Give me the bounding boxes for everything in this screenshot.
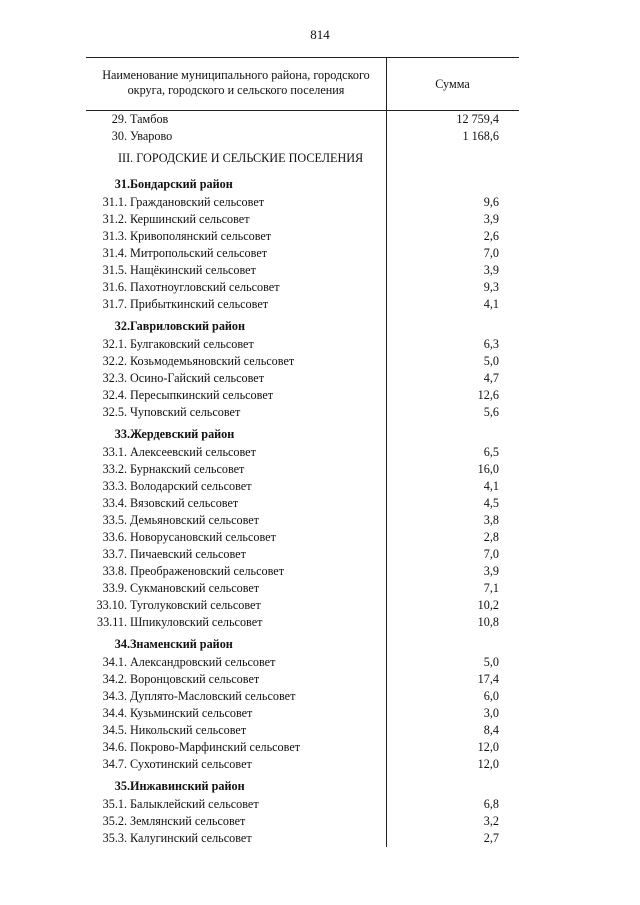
row-value: 4,7 (483, 371, 499, 385)
row-number: 33.1. (102, 445, 127, 459)
row-value: 2,7 (483, 831, 499, 845)
row-number: 29. (111, 112, 127, 126)
row-value: 4,1 (483, 297, 499, 311)
row-name: Бурнакский сельсовет (130, 462, 245, 476)
row-number: 32.4. (102, 388, 127, 402)
row-number: 33.7. (102, 547, 127, 561)
row-name: Новорусановский сельсовет (130, 530, 276, 544)
table-row (86, 228, 519, 245)
row-number: 34.1. (102, 655, 127, 669)
row-number: 34.5. (102, 723, 127, 737)
row-name: Уварово (130, 129, 173, 143)
section-heading-row (86, 145, 519, 171)
row-name: Инжавинский район (130, 779, 245, 793)
table-row (86, 353, 519, 370)
row-name: Жердевский район (130, 427, 235, 441)
row-number: 33.11. (96, 615, 127, 629)
row-value: 7,1 (483, 581, 499, 595)
table-row (86, 478, 519, 495)
table-row (86, 111, 519, 128)
row-name: Пичаевский сельсовет (130, 547, 246, 561)
row-number: 31.3. (102, 229, 127, 243)
table-row (86, 546, 519, 563)
row-number: 31. (114, 177, 130, 191)
district-heading-row (86, 313, 519, 336)
row-value: 3,9 (483, 263, 499, 277)
budget-table (86, 57, 519, 847)
row-number: 35.1. (102, 797, 127, 811)
row-number: 31.5. (102, 263, 127, 277)
row-name: Балыклейский сельсовет (130, 797, 259, 811)
row-number: 31.7. (102, 297, 127, 311)
row-name: Дуплято-Масловский сельсовет (130, 689, 296, 703)
row-name: Преображеновский сельсовет (130, 564, 285, 578)
table-row (86, 830, 519, 847)
row-value: 5,6 (483, 405, 499, 419)
table-row (86, 580, 519, 597)
table-row (86, 387, 519, 404)
table-row (86, 245, 519, 262)
table-row (86, 688, 519, 705)
row-number: 33. (114, 427, 130, 441)
row-value: 5,0 (483, 354, 499, 368)
row-number: 33.5. (102, 513, 127, 527)
row-name: Бондарский район (130, 177, 233, 191)
header-sum-column: Сумма (435, 77, 470, 91)
table-row (86, 296, 519, 313)
table-row (86, 705, 519, 722)
table-row (86, 495, 519, 512)
table-row (86, 262, 519, 279)
row-name: Сухотинский сельсовет (130, 757, 252, 771)
row-value: 6,0 (483, 689, 499, 703)
row-name: Пересыпкинский сельсовет (130, 388, 274, 402)
row-value: 10,8 (477, 615, 499, 629)
table-row (86, 444, 519, 461)
table-header (86, 57, 519, 111)
row-value: 12 759,4 (456, 112, 499, 126)
row-name: Кершинский сельсовет (130, 212, 250, 226)
row-number: 34.6. (102, 740, 127, 754)
district-heading-row (86, 171, 519, 194)
table-row (86, 796, 519, 813)
row-number: 33.2. (102, 462, 127, 476)
row-value: 17,4 (477, 672, 499, 686)
row-name: Чуповский сельсовет (130, 405, 241, 419)
row-value: 6,8 (483, 797, 499, 811)
table-row (86, 461, 519, 478)
row-number: 34.7. (102, 757, 127, 771)
row-number: 30. (111, 129, 127, 143)
row-number: 32.1. (102, 337, 127, 351)
row-number: 33.6. (102, 530, 127, 544)
district-heading-row (86, 773, 519, 796)
row-name: Володарский сельсовет (130, 479, 252, 493)
row-value: 6,3 (483, 337, 499, 351)
row-value: 5,0 (483, 655, 499, 669)
row-number: 34.3. (102, 689, 127, 703)
table-row (86, 128, 519, 145)
table-row (86, 279, 519, 296)
row-value: 7,0 (483, 547, 499, 561)
row-number: 31.4. (102, 246, 127, 260)
row-value: 10,2 (477, 598, 499, 612)
row-number: 32.3. (102, 371, 127, 385)
row-number: 33.10. (96, 598, 127, 612)
row-name: Тамбов (130, 112, 169, 126)
district-heading-row (86, 421, 519, 444)
row-name: Сукмановский сельсовет (130, 581, 260, 595)
row-name: Пахотноугловский сельсовет (130, 280, 280, 294)
row-value: 3,8 (483, 513, 499, 527)
row-name: Осино-Гайский сельсовет (130, 371, 265, 385)
row-value: 3,2 (483, 814, 499, 828)
row-number: 34.2. (102, 672, 127, 686)
table-body (86, 111, 519, 847)
row-name: Калугинский сельсовет (130, 831, 252, 845)
table-row (86, 756, 519, 773)
row-name: Булгаковский сельсовет (130, 337, 254, 351)
header-name-column: Наименование муниципального района, городского округа, городского и сельского поселения (102, 68, 370, 97)
row-number: 33.4. (102, 496, 127, 510)
table-row (86, 614, 519, 631)
row-name: Прибыткинский сельсовет (130, 297, 269, 311)
row-name: Демьяновский сельсовет (130, 513, 259, 527)
row-name: Алексеевский сельсовет (130, 445, 256, 459)
row-number: 33.8. (102, 564, 127, 578)
row-name: Кривополянский сельсовет (130, 229, 272, 243)
table-row (86, 512, 519, 529)
row-value: 4,5 (483, 496, 499, 510)
row-value: 2,6 (483, 229, 499, 243)
row-name: Нащёкинский сельсовет (130, 263, 256, 277)
table-row (86, 671, 519, 688)
row-name: Гавриловский район (130, 319, 246, 333)
table-row (86, 654, 519, 671)
row-value: 8,4 (483, 723, 499, 737)
row-name: Граждановский сельсовет (130, 195, 265, 209)
row-number: 32. (114, 319, 130, 333)
row-number: 33.9. (102, 581, 127, 595)
row-name: Воронцовский сельсовет (130, 672, 260, 686)
table-row (86, 597, 519, 614)
row-value: 12,0 (477, 740, 499, 754)
row-name: Знаменский район (130, 637, 233, 651)
row-number: 31.6. (102, 280, 127, 294)
row-value: 9,6 (483, 195, 499, 209)
table-row (86, 211, 519, 228)
row-value: 1 168,6 (462, 129, 499, 143)
row-value: 4,1 (483, 479, 499, 493)
row-value: 9,3 (483, 280, 499, 294)
row-name: Землянский сельсовет (130, 814, 246, 828)
row-value: 2,8 (483, 530, 499, 544)
row-number: 32.2. (102, 354, 127, 368)
row-name: Шпикуловский сельсовет (130, 615, 263, 629)
row-name: Митропольский сельсовет (130, 246, 268, 260)
table-row (86, 404, 519, 421)
row-name: Вязовский сельсовет (130, 496, 239, 510)
row-number: 31.2. (102, 212, 127, 226)
table-row (86, 336, 519, 353)
row-value: 12,0 (477, 757, 499, 771)
row-name: Никольский сельсовет (130, 723, 247, 737)
row-number: 31.1. (102, 195, 127, 209)
row-number: 34.4. (102, 706, 127, 720)
row-name: Козьмодемьяновский сельсовет (130, 354, 295, 368)
row-value: 3,0 (483, 706, 499, 720)
row-value: 16,0 (477, 462, 499, 476)
row-value: 7,0 (483, 246, 499, 260)
table-row (86, 813, 519, 830)
row-name: Туголуковский сельсовет (130, 598, 261, 612)
table-row (86, 194, 519, 211)
row-value: 6,5 (483, 445, 499, 459)
row-value: 12,6 (477, 388, 499, 402)
row-value: 3,9 (483, 564, 499, 578)
row-value: 3,9 (483, 212, 499, 226)
table-row (86, 563, 519, 580)
row-number: 34. (114, 637, 130, 651)
table-row (86, 529, 519, 546)
table-row (86, 722, 519, 739)
row-number: 35.2. (102, 814, 127, 828)
row-name: III. ГОРОДСКИЕ И СЕЛЬСКИЕ ПОСЕЛЕНИЯ (118, 151, 364, 165)
table-row (86, 370, 519, 387)
row-name: Александровский сельсовет (130, 655, 276, 669)
row-number: 33.3. (102, 479, 127, 493)
row-name: Кузьминский сельсовет (130, 706, 253, 720)
row-number: 32.5. (102, 405, 127, 419)
row-number: 35.3. (102, 831, 127, 845)
row-name: Покрово-Марфинский сельсовет (130, 740, 301, 754)
page-number: 814 (310, 27, 330, 42)
table-row (86, 739, 519, 756)
district-heading-row (86, 631, 519, 654)
row-number: 35. (114, 779, 130, 793)
